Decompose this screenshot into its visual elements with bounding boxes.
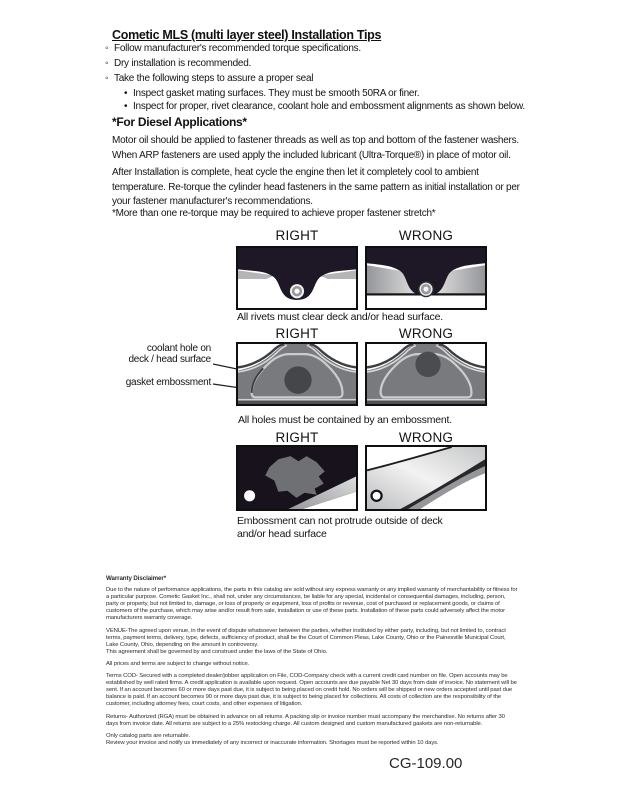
tips-list [105,43,525,114]
dot-bullet-icon: • [124,88,128,99]
embossment-contained-right-illustration [238,344,356,404]
row1-wrong-diagram [365,246,487,310]
row1-wrong-label: WRONG [398,228,454,243]
dot-bullet-icon: • [124,101,128,112]
governing-law-line: This agreement shall be governed by and construed under the laws of the State of Ohio. [106,648,328,655]
warranty-disclaimer-block [106,575,518,752]
list-item-text: Inspect gasket mating surfaces. They must be smooth 50RA or finer. [133,88,420,99]
embossment-protrusion-wrong-illustration [367,447,485,509]
circle-bullet-icon: ◦ [105,73,109,84]
embossment-protrusion-right-illustration [238,447,356,509]
row3-wrong-label: WRONG [398,430,454,445]
review-invoice-line: Review your invoice and notify us immediately of any incorrect or inaccurate information. Shortages must be reported within 10 days. [106,739,439,746]
only-catalog-line: Only catalog parts are returnable. [106,732,191,739]
diesel-paragraph-1: Motor oil should be applied to fastener threads as well as top and bottom of the fastener washers. When ARP fasteners are used apply the included lubricant (Ultra-Torque®) in place of motor oil. [112,135,519,161]
diesel-paragraph-2: After Installation is complete, heat cycle the engine then let it completely cool to ambient temperature. Re-torque the cylinder head fasteners in the same pattern as initial installation or per your fastener manufacturer's recommendations. [112,167,520,208]
row3-wrong-diagram [365,445,487,511]
list-sub-item [105,101,525,114]
row2-right-label: RIGHT [275,326,319,341]
row2-wrong-diagram [365,342,487,406]
prices-line: All prices and terms are subject to change without notice. [106,660,250,667]
gasket-embossment-label: gasket embossment [125,377,211,388]
list-item [105,73,525,88]
row3-caption-line2: and/or head surface [237,528,327,540]
list-item-text: Follow manufacturer's recommended torque specifications. [114,43,361,54]
diesel-heading: *For Diesel Applications* [112,115,247,129]
row3-right-diagram [236,445,358,511]
terms-paragraph: Terms COD- Secured with a completed dealer/jobber application on File, COD-Company check with a current credit card number on file. Open accounts may be established by well rated firms. A credit application is available upon request. Open accounts are due payable Net 30 days from date of invoice. No statement will be sent. If an account becomes 60 or more days past due, it is subject to being placed on credit hold. No orders will be shipped or new orders accepted until past due balance is paid. If an account becomes 90 or more days past due, it is subject to being placed for collections. All costs of collection are the responsibility of the customer, including attorney fees, court costs, and other expenses of litigation. [106,673,517,708]
coolant-hole-label-line1: coolant hole on [146,343,211,354]
embossment-contained-wrong-illustration [367,344,485,404]
warranty-paragraph: Due to the nature of performance applications, the parts in this catalog are sold without any express warranty or any implied warranty of merchantability or fitness for a particular purpose. Cometic Gasket Inc., shall not, under any circumstances, be liable for any special, incidental or consequential damages, including, person, party or property, but not limited to, damage, or loss of property or equipment, loss of profits or revenue, cost of purchased or replacement goods, or claims of customers of the purchase, which may arise and/or result from sale, installation or use of these parts. Installation of these parts could adversely affect the motor manufacturers warranty coverage. [106,587,518,622]
row3-caption-line1: Embossment can not protrude outside of deck [237,515,443,527]
rivet-clearance-wrong-illustration [367,248,485,308]
row1-right-label: RIGHT [275,228,319,243]
warranty-heading: Warranty Disclaimer* [106,575,167,582]
list-sub-item [105,88,525,101]
retorque-note: *More than one re-torque may be required to achieve proper fastener stretch* [112,208,436,219]
document-code: CG-109.00 [389,755,463,772]
list-item [105,43,525,58]
row1-caption: All rivets must clear deck and/or head surface. [237,311,443,323]
page-title: Cometic MLS (multi layer steel) Installation Tips [112,28,382,42]
row1-right-diagram [236,246,358,310]
circle-bullet-icon: ◦ [105,43,109,54]
list-item-text: Take the following steps to assure a proper seal [114,73,314,84]
list-item [105,58,525,73]
row2-caption: All holes must be contained by an embossment. [238,414,452,426]
circle-bullet-icon: ◦ [105,58,109,69]
rivet-clearance-right-illustration [238,248,356,308]
venue-paragraph: VENUE-The agreed upon venue, in the event of dispute whatsoever between the parties, whether instituted by either party, including, but not limited to, contract terms, payment terms, delivery, type, defects, sufficiency of product, shall be the Court of Common Pleas, Lake County, Ohio or the Painesville Municipal Court, Lake County, Ohio, depending on the amount in controversy. [106,627,506,648]
returns-paragraph: Returns- Authorized (RGA) must be obtained in advance on all returns. A packing slip or invoice number must accompany the merchandise. No returns after 30 days from invoice date. All returns are subject to a 25% restocking charge. All custom designed and custom manufactured gaskets are non-returnable. [106,713,505,727]
list-item-text: Inspect for proper, rivet clearance, coolant hole and embossment alignments as shown below. [133,101,525,112]
coolant-hole-label-line2: deck / head surface [128,354,211,365]
row2-right-diagram [236,342,358,406]
row2-wrong-label: WRONG [398,326,454,341]
list-item-text: Dry installation is recommended. [114,58,252,69]
row3-right-label: RIGHT [275,430,319,445]
